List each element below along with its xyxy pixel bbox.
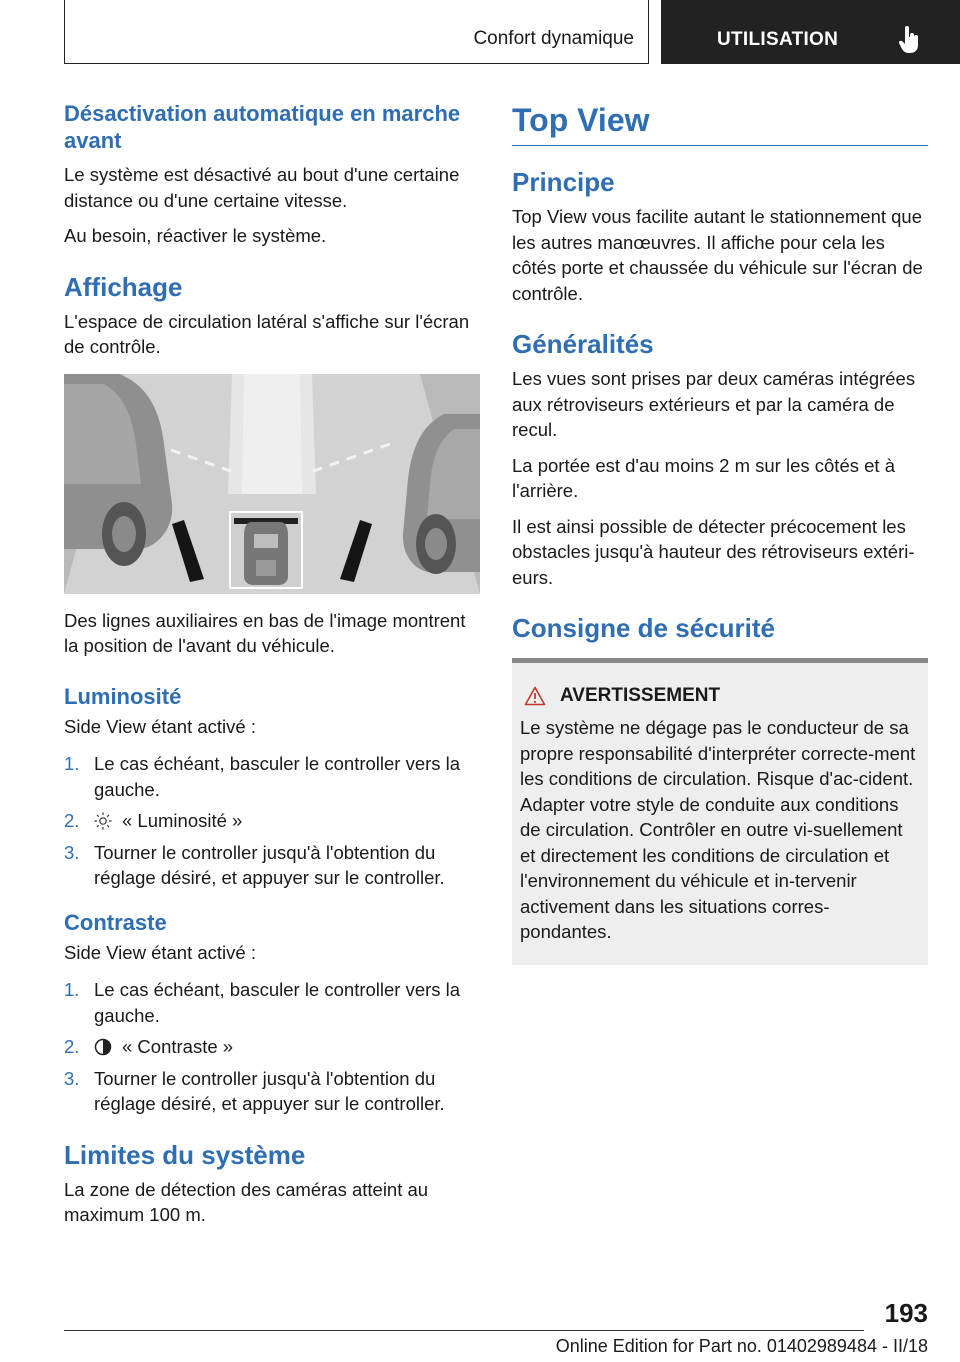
general-title: Généralités (512, 329, 654, 359)
display-title: Affichage (64, 271, 183, 302)
auto-off-paragraph-2: Au besoin, réactiver le système. (64, 225, 327, 246)
display-paragraph-1: L'espace de circulation latéral s'affiche sur l'écran de contrôle. (64, 310, 470, 357)
limits-title: Limites du système (64, 1139, 306, 1170)
page-number: 193 (884, 1298, 928, 1328)
warning-header (520, 685, 920, 707)
list-item: 1. Le cas échéant, basculer le controller vers la gauche. (64, 753, 461, 800)
list-item: 1. Le cas échéant, basculer le controller vers la gauche. (64, 979, 461, 1026)
contrast-title: Contraste (64, 909, 167, 935)
footer-edition: Online Edition for Part no. 01402989484 - II/18 (555, 1336, 928, 1356)
list-item: 3. Tourner le controller jusqu'à l'obtention du réglage désiré, et appuyer sur le controller. (64, 841, 445, 888)
header-section-box (661, 0, 960, 64)
warning-box (512, 658, 928, 965)
auto-off-title: Désactivation automatique en marche avant (64, 101, 461, 153)
auto-off-paragraph-1: Le système est désactivé au bout d'une certaine distance ou d'une certaine vitesse. (64, 164, 460, 211)
brightness-steps (64, 751, 480, 891)
side-view-illustration (64, 374, 480, 594)
header-section: UTILISATION (717, 29, 839, 50)
top-view-title: Top View (512, 100, 928, 146)
left-column (64, 100, 480, 1238)
list-item: 3. Tourner le controller jusqu'à l'obtention du réglage désiré, et appuyer sur le controller. (64, 1067, 445, 1114)
contrast-steps (64, 977, 480, 1117)
general-paragraph-2: La portée est d'au moins 2 m sur les côtés et à l'arrière. (512, 454, 895, 501)
right-column (512, 100, 928, 965)
list-item: 2. « Contraste » (64, 1036, 234, 1057)
principle-title: Principe (512, 167, 615, 197)
warning-text: Le système ne dégage pas le conducteur de sa propre responsabilité d'interpréter correcte‐ment les conditions de circulation. Risque d'ac‐cident. Adapter votre style de conduite aux conditions de circulation. Contrôler en outre vi‐suellement et directement les conditions de circulation et l'environnement du véhicule et in‐tervenir activement dans les situations corres‐pondantes. (520, 717, 916, 942)
list-item: 2. « Luminosité » (64, 810, 243, 831)
general-paragraph-3: Il est ainsi possible de détecter précocement les obstacles jusqu'à hauteur des rétroviseurs extéri‐eurs. (512, 515, 915, 588)
limits-paragraph-1: La zone de détection des caméras atteint au maximum 100 m. (64, 1178, 429, 1225)
sun-icon (94, 812, 112, 830)
header-chapter-box (64, 0, 649, 64)
contrast-icon (94, 1038, 112, 1056)
brightness-title: Luminosité (64, 683, 182, 709)
contrast-intro: Side View étant activé : (64, 941, 256, 963)
safety-title: Consigne de sécurité (512, 613, 775, 643)
header-chapter: Confort dynamique (473, 28, 634, 49)
brightness-intro: Side View étant activé : (64, 715, 256, 737)
warning-triangle-icon (524, 686, 546, 706)
general-paragraph-1: Les vues sont prises par deux caméras intégrées aux rétroviseurs extérieurs et par la caméra de recul. (512, 368, 916, 440)
display-paragraph-2: Des lignes auxiliaires en bas de l'image montrent la position de l'avant du véhicule. (64, 609, 466, 656)
hand-pointer-icon (899, 26, 921, 54)
footer-divider (64, 1330, 864, 1331)
warning-label: AVERTISSEMENT (560, 685, 721, 706)
principle-paragraph-1: Top View vous facilite autant le stationnement que les autres manœuvres. Il affiche pour cela les côtés porte et chaussée du véhicule sur l'écran de contrôle. (512, 206, 923, 304)
